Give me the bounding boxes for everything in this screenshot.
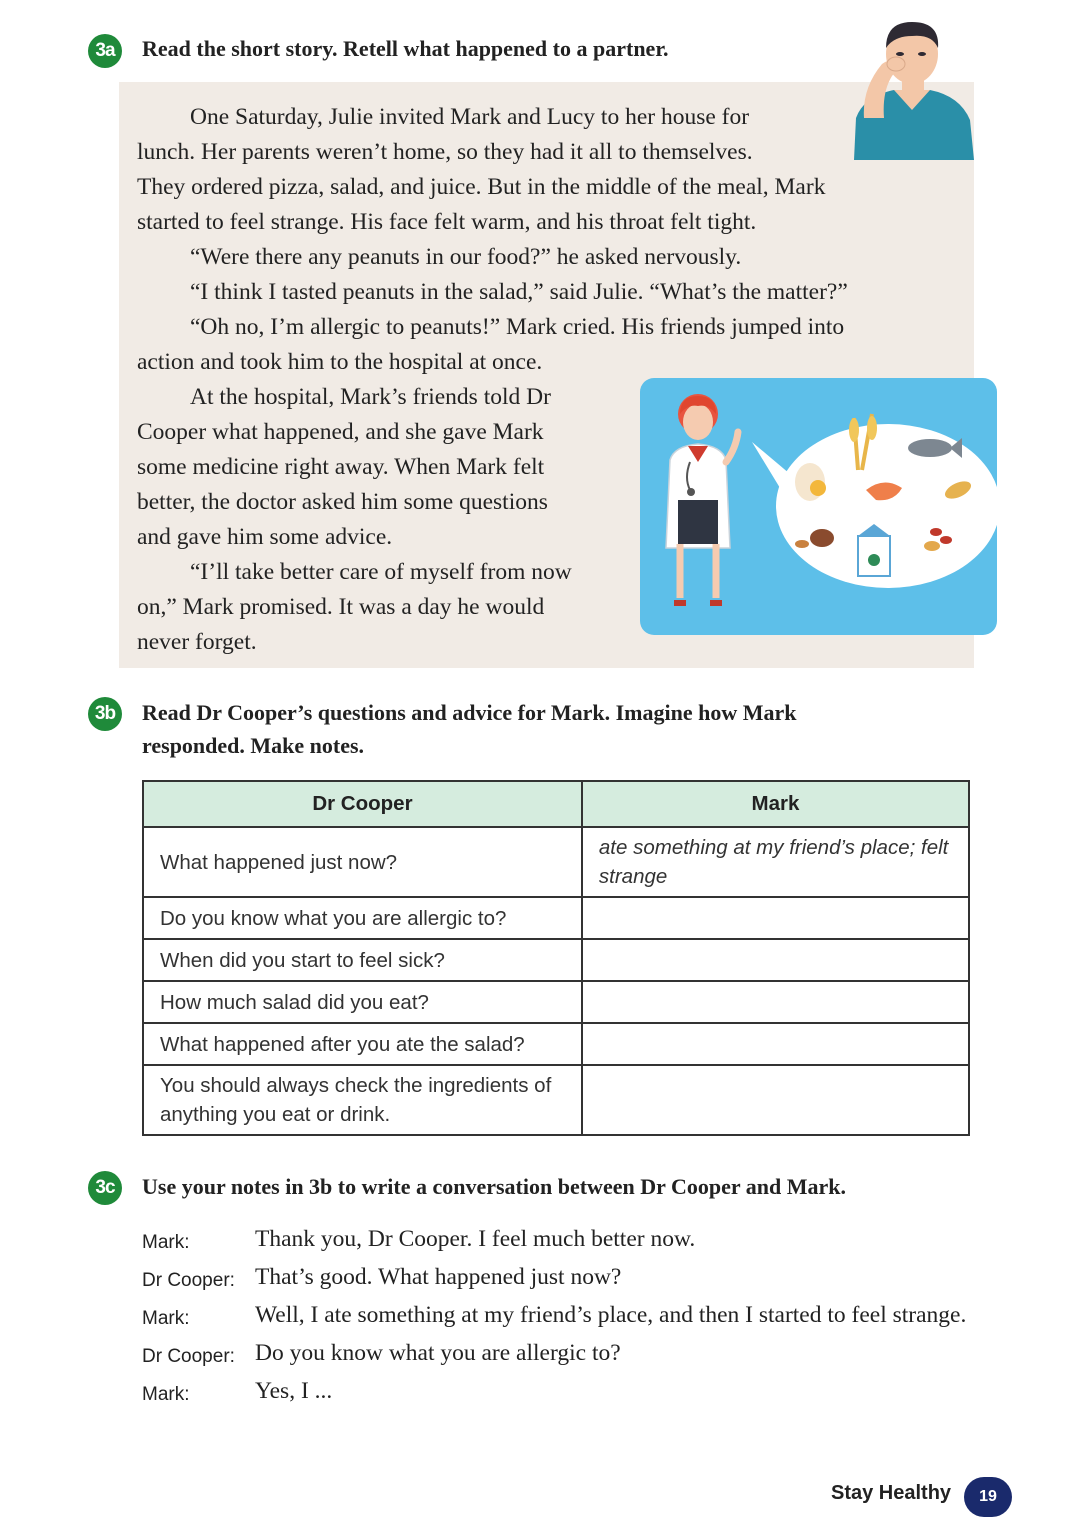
conversation-row [142,1222,975,1260]
speaker-label: Dr Cooper: [142,1346,235,1367]
story-line: and gave him some advice. [137,524,393,550]
section-badge-3c: 3c [88,1171,122,1205]
notes-table [142,780,970,1136]
header-mark: Mark [582,781,969,827]
instruction-3b-line1: Read Dr Cooper’s questions and advice for Mark. Imagine how Mark [142,700,797,725]
mark-answer-cell[interactable] [582,1023,969,1065]
story-line: some medicine right away. When Mark felt [137,454,545,480]
conversation [142,1222,975,1412]
speaker-label: Dr Cooper: [142,1270,235,1291]
doctor-cell: You should always check the ingredients of anything you eat or drink. [143,1065,582,1135]
mark-answer-cell[interactable]: ate something at my friend’s place; felt strange [582,827,969,897]
dialogue-line[interactable]: Yes, I ... [255,1378,333,1404]
story-line: “I think I tasted peanuts in the salad,” said Julie. “What’s the matter?” [190,279,848,305]
story-line: started to feel strange. His face felt warm, and his throat felt tight. [137,209,757,235]
table-header-row [143,781,969,827]
table-row [143,981,969,1023]
doctor-illustration-svg [640,378,997,635]
dialogue-line: Do you know what you are allergic to? [255,1340,621,1366]
section-badge-3a: 3a [88,34,122,68]
conversation-row [142,1298,975,1336]
doctor-cell: Do you know what you are allergic to? [143,897,582,939]
mark-answer-cell[interactable] [582,897,969,939]
dialogue-line: That’s good. What happened just now? [255,1264,622,1290]
instruction-3b-line2: responded. Make notes. [142,733,365,758]
page-number-badge: 19 [964,1477,1012,1517]
unit-title: Stay Healthy [831,1482,952,1504]
table-row [143,1023,969,1065]
story-line: better, the doctor asked him some questions [137,489,548,515]
table-row [143,939,969,981]
section-badge-3b: 3b [88,697,122,731]
dialogue-line: Well, I ate something at my friend’s place, and then I started to feel strange. [255,1302,967,1328]
doctor-cell: How much salad did you eat? [143,981,582,1023]
doctor-cell: What happened after you ate the salad? [143,1023,582,1065]
speaker-label: Mark: [142,1384,190,1405]
story-line: One Saturday, Julie invited Mark and Lucy to her house for [190,104,750,130]
mark-answer-cell[interactable] [582,939,969,981]
speaker-label: Mark: [142,1308,190,1329]
dialogue-line: Thank you, Dr Cooper. I feel much better now. [255,1226,696,1252]
table-row [143,1065,969,1135]
doctor-allergens-illustration [640,378,997,635]
conversation-row [142,1336,975,1374]
story-line: At the hospital, Mark’s friends told Dr [190,384,551,410]
table-row [143,827,969,897]
speaker-label: Mark: [142,1232,190,1253]
header-dr-cooper: Dr Cooper [143,781,582,827]
story-line: “Oh no, I’m allergic to peanuts!” Mark cried. His friends jumped into [190,314,845,340]
conversation-row [142,1374,975,1412]
mark-answer-cell[interactable] [582,1065,969,1135]
story-line: “Were there any peanuts in our food?” he asked nervously. [190,244,742,270]
doctor-cell: When did you start to feel sick? [143,939,582,981]
instruction-3a: Read the short story. Retell what happened to a partner. [142,36,669,61]
table-row [143,897,969,939]
instruction-3c: Use your notes in 3b to write a conversation between Dr Cooper and Mark. [142,1174,846,1199]
story-line: never forget. [137,629,257,655]
story-line: Cooper what happened, and she gave Mark [137,419,544,445]
story-line: lunch. Her parents weren’t home, so they had it all to themselves. [137,139,753,165]
boy-sneezing-illustration [842,18,977,160]
story-line: action and took him to the hospital at once. [137,349,543,375]
story-line: They ordered pizza, salad, and juice. But in the middle of the meal, Mark [137,174,826,200]
mark-answer-cell[interactable] [582,981,969,1023]
doctor-cell: What happened just now? [143,827,582,897]
conversation-row [142,1260,975,1298]
story-line: “I’ll take better care of myself from now [190,559,572,585]
story-line: on,” Mark promised. It was a day he would [137,594,545,620]
